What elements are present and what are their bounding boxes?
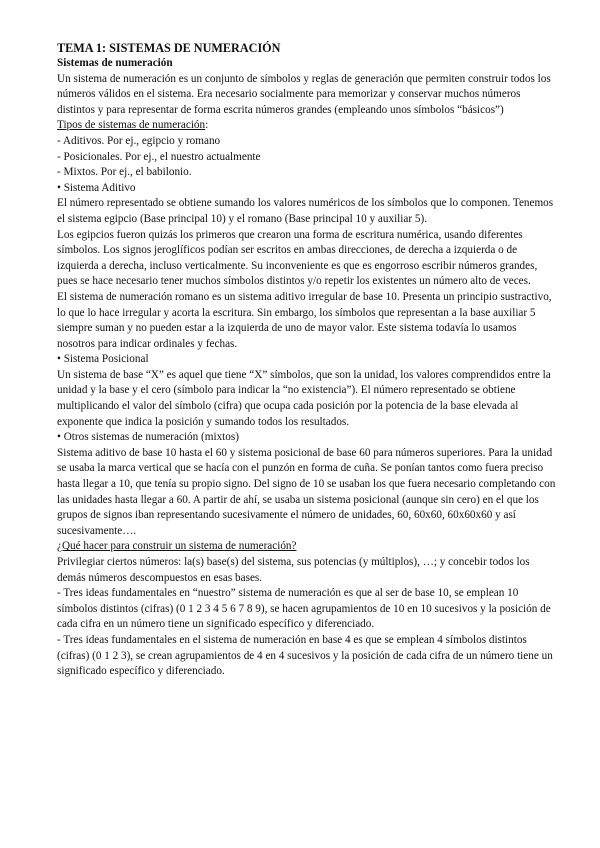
construir-heading: ¿Qué hacer para construir un sistema de numeración? [57, 540, 297, 553]
construir-paragraph-3: - Tres ideas fundamentales en el sistema de numeración en base 4 es que se emplean 4 símbolos distintos (cifras) (0 1 2 3), se crean agrupamientos de 4 en 4 sucesivos y la posición de cada cifra de un número tiene un significado específico y diferenciado. [57, 633, 553, 678]
aditivo-paragraph-2: Los egipcios fueron quizás los primeros que crearon una forma de escritura numérica, usando diferentes símbolos. Los signos jeroglíficos podían ser escritos en ambas direcciones, de derecha a izquierda o de izquierda a derecha, incluso verticalmente. Su inconveniente es que es engorroso escribir números grandes, pues se hace necesario tener muchos símbolos distintos y/o repetir los existentes un número alto de veces. [57, 228, 538, 288]
document-body [57, 40, 557, 680]
aditivo-paragraph-1: El número representado se obtiene sumando los valores numéricos de los símbolos que lo componen. Tenemos el sistema egipcio (Base principal 10) y el romano (Base principal 10 y auxiliar 5). [57, 197, 554, 225]
type-item-mixtos: - Mixtos. Por ej., el babilonio. [57, 166, 192, 179]
posicional-heading: • Sistema Posicional [57, 353, 149, 366]
posicional-paragraph: Un sistema de base “X” es aquel que tiene “X” símbolos, que son la unidad, los valores comprendidos entre la unidad y la base y el cero (símbolo para indicar la “no existencia”). El número representado se obtiene multiplicando el valor del símbolo (cifra) que ocupa cada posición por la potencia de la base elevada al exponente que indica la posición y sumando todos los resultados. [57, 368, 551, 428]
section-subtitle: Sistemas de numeración [57, 57, 173, 69]
construir-paragraph-1: Privilegiar ciertos números: la(s) base(s) del sistema, sus potencias (y múltiplos), …; y concebir todos los demás números descompuestos en esas bases. [57, 556, 530, 584]
construir-paragraph-2: - Tres ideas fundamentales en “nuestro” sistema de numeración es que al ser de base 10, se emplean 10 símbolos distintos (cifras) (0 1 2 3 4 5 6 7 8 9), se hacen agrupamientos de 10 en 10 sucesivos y la posición de cada cifra en un número tiene un significado específico y diferenciado. [57, 587, 551, 631]
intro-paragraph: Un sistema de numeración es un conjunto de símbolos y reglas de generación que permiten construir todos los números válidos en el sistema. Era necesario socialmente para memorizar y conservar muchos números distintos y para representar de forma escrita números grandes (empleando unos símbolos “básicos”) [57, 72, 551, 116]
types-heading: Tipos de sistemas de numeración [57, 119, 206, 132]
aditivo-heading: • Sistema Aditivo [57, 181, 136, 194]
types-heading-line [57, 118, 557, 134]
aditivo-paragraph-3: El sistema de numeración romano es un sistema aditivo irregular de base 10. Presenta un principio sustractivo, lo que lo hace irregular y acorta la escritura. Sin embargo, los símbolos que representan a la base auxiliar 5 siempre suman y no pueden estar a la izquierda de uno de mayor valor. Este sistema todavía lo usamos nosotros para indicar ordinales y fechas. [57, 290, 552, 350]
type-item-posicionales: - Posicionales. Por ej., el nuestro actualmente [57, 150, 261, 163]
types-heading-colon: : [205, 119, 209, 132]
mixtos-paragraph: Sistema aditivo de base 10 hasta el 60 y sistema posicional de base 60 para números superiores. Para la unidad se usaba la marca vertical que se hacía con el punzón en forma de cuña. Se ponían tantos como fuera preciso hasta llegar a 10, que tenía su propio signo. Del signo de 10 se usaban los que fuera necesario completando con las unidades hasta llegar a 60. A partir de ahí, se usaba un sistema posicional (aunque sin cero) en el que los grupos de signos iban representando sucesivamente el número de unidades, 60, 60x60, 60x60x60 y así sucesivamente…. [57, 446, 556, 537]
page-title: TEMA 1: SISTEMAS DE NUMERACIÓN [57, 41, 281, 55]
type-item-aditivos: - Aditivos. Por ej., egipcio y romano [57, 134, 221, 147]
mixtos-heading: • Otros sistemas de numeración (mixtos) [57, 431, 239, 444]
